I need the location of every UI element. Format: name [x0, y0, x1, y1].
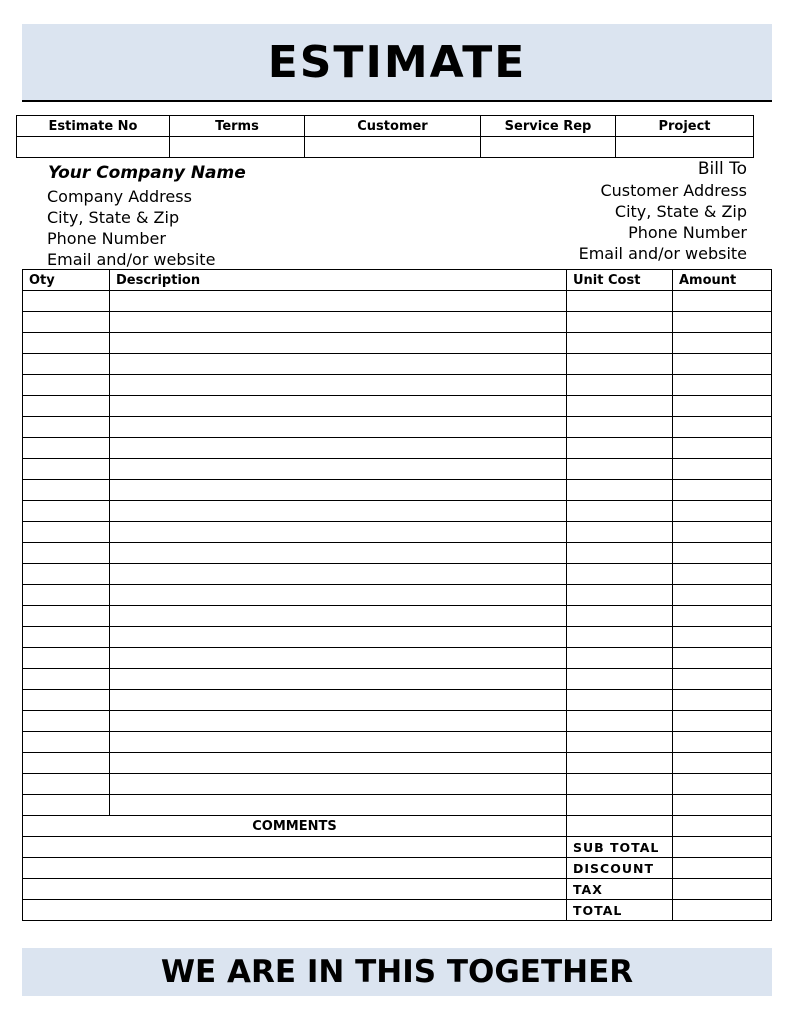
description-cell[interactable]	[110, 690, 567, 711]
discount-value[interactable]	[673, 858, 772, 879]
amount-cell[interactable]	[673, 648, 772, 669]
meta-header-customer: Customer	[305, 116, 481, 137]
qty-cell[interactable]	[23, 417, 110, 438]
column-header-amount: Amount	[673, 270, 772, 291]
amount-cell[interactable]	[673, 564, 772, 585]
description-cell[interactable]	[110, 543, 567, 564]
item-row	[23, 375, 772, 396]
meta-header-estimate-no: Estimate No	[17, 116, 170, 137]
item-row	[23, 564, 772, 585]
unit-cost-cell[interactable]	[567, 501, 673, 522]
estimate-meta-table	[16, 115, 754, 158]
unit-cost-cell[interactable]	[567, 312, 673, 333]
totals-section	[23, 816, 772, 921]
qty-cell[interactable]	[23, 753, 110, 774]
amount-cell[interactable]	[673, 690, 772, 711]
amount-cell[interactable]	[673, 417, 772, 438]
title-band	[22, 24, 772, 100]
item-rows	[23, 291, 772, 816]
qty-cell[interactable]	[23, 375, 110, 396]
qty-cell[interactable]	[23, 774, 110, 795]
description-cell[interactable]	[110, 711, 567, 732]
qty-cell[interactable]	[23, 354, 110, 375]
company-info	[47, 163, 246, 270]
comments-field[interactable]	[23, 879, 567, 900]
company-name: Your Company Name	[48, 163, 246, 183]
item-row	[23, 354, 772, 375]
qty-cell[interactable]	[23, 501, 110, 522]
description-cell[interactable]	[110, 375, 567, 396]
qty-cell[interactable]	[23, 606, 110, 627]
amount-cell[interactable]	[673, 375, 772, 396]
service-rep-field[interactable]	[481, 137, 616, 158]
qty-cell[interactable]	[23, 585, 110, 606]
qty-cell[interactable]	[23, 564, 110, 585]
amount-cell[interactable]	[673, 438, 772, 459]
column-header-description: Description	[110, 270, 567, 291]
amount-cell[interactable]	[673, 711, 772, 732]
bill-to-city: City, State & Zip	[614, 202, 747, 221]
qty-cell[interactable]	[23, 333, 110, 354]
item-row	[23, 711, 772, 732]
item-row	[23, 501, 772, 522]
item-row	[23, 396, 772, 417]
qty-cell[interactable]	[23, 690, 110, 711]
qty-cell[interactable]	[23, 312, 110, 333]
description-cell[interactable]	[110, 396, 567, 417]
document-title: ESTIMATE	[267, 36, 527, 88]
tax-value[interactable]	[673, 879, 772, 900]
amount-cell[interactable]	[673, 732, 772, 753]
description-cell[interactable]	[110, 774, 567, 795]
bill-to-address: Customer Address	[600, 181, 747, 200]
line-items-table	[22, 269, 772, 921]
amount-cell[interactable]	[673, 501, 772, 522]
amount-cell[interactable]	[673, 459, 772, 480]
amount-cell[interactable]	[673, 333, 772, 354]
description-cell[interactable]	[110, 417, 567, 438]
unit-cost-cell[interactable]	[567, 585, 673, 606]
unit-cost-cell[interactable]	[567, 522, 673, 543]
item-row	[23, 312, 772, 333]
company-phone: Phone Number	[47, 229, 166, 248]
unit-cost-cell[interactable]	[567, 690, 673, 711]
item-row	[23, 459, 772, 480]
unit-cost-cell[interactable]	[567, 459, 673, 480]
company-address: Company Address	[47, 187, 192, 206]
amount-cell[interactable]	[673, 543, 772, 564]
description-cell[interactable]	[110, 606, 567, 627]
item-row	[23, 795, 772, 816]
description-cell[interactable]	[110, 648, 567, 669]
item-row	[23, 753, 772, 774]
unit-cost-cell[interactable]	[567, 774, 673, 795]
qty-cell[interactable]	[23, 291, 110, 312]
amount-cell[interactable]	[673, 606, 772, 627]
comments-label: COMMENTS	[23, 816, 567, 837]
item-row	[23, 438, 772, 459]
qty-cell[interactable]	[23, 627, 110, 648]
discount-row	[23, 858, 772, 879]
description-cell[interactable]	[110, 312, 567, 333]
unit-cost-cell[interactable]	[567, 291, 673, 312]
unit-cost-cell[interactable]	[567, 375, 673, 396]
unit-cost-cell[interactable]	[567, 438, 673, 459]
description-cell[interactable]	[110, 438, 567, 459]
amount-cell[interactable]	[673, 396, 772, 417]
unit-cost-cell[interactable]	[567, 396, 673, 417]
title-divider	[22, 100, 772, 102]
footer-slogan: WE ARE IN THIS TOGETHER	[160, 954, 634, 990]
total-row	[23, 900, 772, 921]
unit-cost-cell[interactable]	[567, 354, 673, 375]
unit-cost-cell[interactable]	[567, 564, 673, 585]
meta-header-project: Project	[616, 116, 754, 137]
subtotal-value[interactable]	[673, 837, 772, 858]
terms-field[interactable]	[170, 137, 305, 158]
bill-to-info	[579, 159, 747, 264]
qty-cell[interactable]	[23, 480, 110, 501]
unit-cost-cell[interactable]	[567, 333, 673, 354]
meta-header-terms: Terms	[170, 116, 305, 137]
qty-cell[interactable]	[23, 396, 110, 417]
bill-to-heading: Bill To	[697, 159, 747, 179]
description-cell[interactable]	[110, 459, 567, 480]
unit-cost-cell[interactable]	[567, 417, 673, 438]
company-email: Email and/or website	[47, 250, 216, 269]
qty-cell[interactable]	[23, 732, 110, 753]
amount-cell[interactable]	[673, 291, 772, 312]
amount-cell[interactable]	[673, 669, 772, 690]
meta-header-row	[17, 116, 754, 137]
amount-cell[interactable]	[673, 585, 772, 606]
description-cell[interactable]	[110, 291, 567, 312]
qty-cell[interactable]	[23, 711, 110, 732]
tax-row	[23, 879, 772, 900]
description-cell[interactable]	[110, 354, 567, 375]
comments-field[interactable]	[23, 858, 567, 879]
description-cell[interactable]	[110, 753, 567, 774]
unit-cost-cell[interactable]	[567, 711, 673, 732]
footer-band	[22, 948, 772, 996]
item-row	[23, 690, 772, 711]
item-row	[23, 522, 772, 543]
unit-cost-cell[interactable]	[567, 543, 673, 564]
description-cell[interactable]	[110, 480, 567, 501]
qty-cell[interactable]	[23, 543, 110, 564]
amount-cell[interactable]	[673, 354, 772, 375]
total-value[interactable]	[673, 900, 772, 921]
description-cell[interactable]	[110, 795, 567, 816]
customer-field[interactable]	[305, 137, 481, 158]
unit-cost-cell[interactable]	[567, 753, 673, 774]
totals-spacer	[567, 816, 673, 837]
amount-cell[interactable]	[673, 522, 772, 543]
amount-cell[interactable]	[673, 753, 772, 774]
bill-to-phone: Phone Number	[628, 223, 747, 242]
qty-cell[interactable]	[23, 522, 110, 543]
qty-cell[interactable]	[23, 669, 110, 690]
unit-cost-cell[interactable]	[567, 732, 673, 753]
item-row	[23, 543, 772, 564]
unit-cost-cell[interactable]	[567, 606, 673, 627]
comments-field[interactable]	[23, 900, 567, 921]
subtotal-label: SUB TOTAL	[567, 837, 673, 858]
amount-cell[interactable]	[673, 312, 772, 333]
qty-cell[interactable]	[23, 459, 110, 480]
description-cell[interactable]	[110, 501, 567, 522]
items-header-row	[23, 270, 772, 291]
amount-cell[interactable]	[673, 480, 772, 501]
estimate-no-field[interactable]	[17, 137, 170, 158]
item-row	[23, 606, 772, 627]
comments-row	[23, 816, 772, 837]
description-cell[interactable]	[110, 522, 567, 543]
column-header-qty: Oty	[23, 270, 110, 291]
item-row	[23, 774, 772, 795]
company-city: City, State & Zip	[47, 208, 180, 227]
comments-field[interactable]	[23, 837, 567, 858]
qty-cell[interactable]	[23, 795, 110, 816]
description-cell[interactable]	[110, 333, 567, 354]
meta-value-row	[17, 137, 754, 158]
unit-cost-cell[interactable]	[567, 669, 673, 690]
tax-label: TAX	[567, 879, 673, 900]
qty-cell[interactable]	[23, 648, 110, 669]
total-label: TOTAL	[567, 900, 673, 921]
description-cell[interactable]	[110, 564, 567, 585]
unit-cost-cell[interactable]	[567, 795, 673, 816]
item-row	[23, 732, 772, 753]
qty-cell[interactable]	[23, 438, 110, 459]
amount-cell[interactable]	[673, 795, 772, 816]
discount-label: DISCOUNT	[567, 858, 673, 879]
amount-cell[interactable]	[673, 627, 772, 648]
item-row	[23, 669, 772, 690]
item-row	[23, 585, 772, 606]
project-field[interactable]	[616, 137, 754, 158]
totals-spacer	[673, 816, 772, 837]
amount-cell[interactable]	[673, 774, 772, 795]
description-cell[interactable]	[110, 732, 567, 753]
description-cell[interactable]	[110, 585, 567, 606]
unit-cost-cell[interactable]	[567, 480, 673, 501]
subtotal-row	[23, 837, 772, 858]
item-row	[23, 333, 772, 354]
item-row	[23, 291, 772, 312]
bill-to-email: Email and/or website	[578, 244, 747, 263]
description-cell[interactable]	[110, 669, 567, 690]
unit-cost-cell[interactable]	[567, 648, 673, 669]
column-header-unit-cost: Unit Cost	[567, 270, 673, 291]
item-row	[23, 648, 772, 669]
item-row	[23, 480, 772, 501]
item-row	[23, 417, 772, 438]
description-cell[interactable]	[110, 627, 567, 648]
unit-cost-cell[interactable]	[567, 627, 673, 648]
meta-header-service-rep: Service Rep	[481, 116, 616, 137]
item-row	[23, 627, 772, 648]
